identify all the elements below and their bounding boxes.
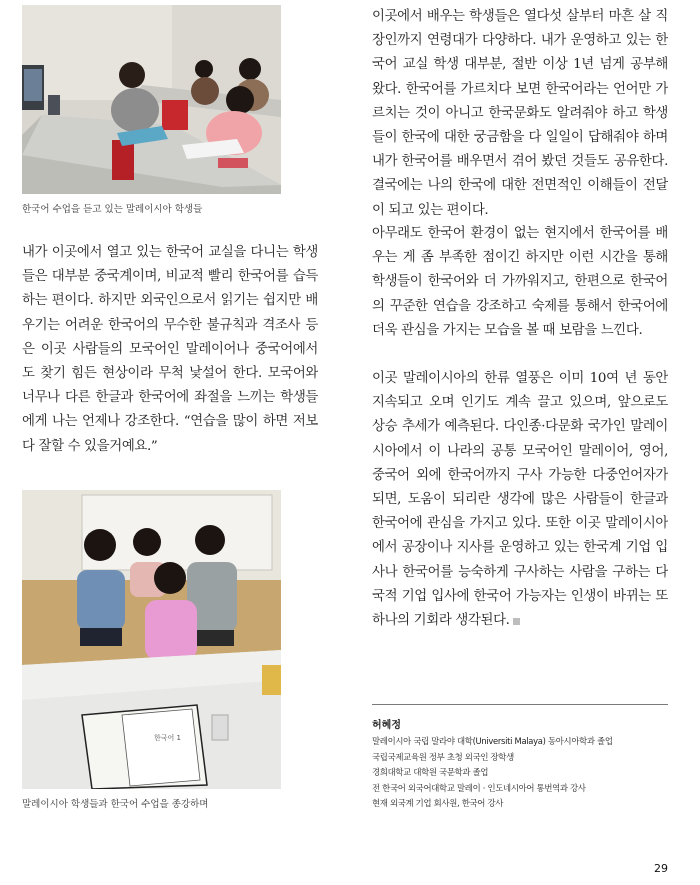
text-line: 시아에서 이 나라의 공통 모국어인 말레이어, 영어, bbox=[372, 443, 668, 459]
text-line: 장인까지 연령대가 다양하다. 내가 운영하고 있는 한 bbox=[372, 33, 668, 49]
text-line: 의 꾸준한 연습을 강조하고 숙제를 통해서 한국어에 bbox=[372, 298, 668, 314]
right-paragraph-2 bbox=[372, 222, 668, 343]
text-line: 국어 교실 학생 대부분, 절반 이상 1년 넘게 공부해 bbox=[372, 57, 668, 73]
end-mark-icon bbox=[513, 618, 520, 625]
right-paragraph-1 bbox=[372, 5, 668, 223]
book-cover-text: 한국어 1 bbox=[154, 734, 181, 742]
text-line: 내가 한국어를 배우면서 겪어 봤던 것들도 공유한다. bbox=[372, 154, 668, 170]
bio-item: 전 한국어 외국어대학교 말레이 · 인도네시아어 통번역과 강사 bbox=[372, 782, 586, 793]
bio-item: 국립국제교육원 정부 초청 외국인 장학생 bbox=[372, 751, 514, 762]
bio-divider bbox=[372, 704, 668, 705]
text-line: 르치는 것이 아니고 한국문화도 알려줘야 하고 학생 bbox=[372, 105, 668, 121]
text-line: 이곳에서 배우는 학생들은 열다섯 살부터 마흔 살 직 bbox=[372, 9, 668, 24]
text-line: 다 잘할 수 있을거예요.” bbox=[22, 438, 158, 454]
text-line: 도 찾기 힘든 현상이라 무척 낯설어 한다. 모국어와 bbox=[22, 365, 318, 381]
text-line: 결국에는 나의 한국에 대한 전면적인 이해들이 전달 bbox=[372, 178, 668, 194]
author-name: 허혜정 bbox=[372, 720, 401, 731]
right-paragraph-3 bbox=[372, 367, 668, 633]
text-line: 왔다. 한국어를 가르치다 보면 한국어라는 언어만 가 bbox=[372, 81, 668, 97]
author-bio bbox=[372, 734, 613, 812]
classroom-photo bbox=[22, 5, 281, 194]
text-line: 우는 게 좀 부족한 점이긴 하지만 이런 시간을 통해 bbox=[372, 250, 668, 266]
text-line: 지속되고 오며 인기도 계속 끌고 있으며, 앞으로도 bbox=[372, 395, 668, 411]
page-number: 29 bbox=[654, 862, 668, 875]
photo-caption-1: 한국어 수업을 듣고 있는 말레이시아 학생들 bbox=[22, 204, 203, 215]
text-line: 더욱 관심을 가지는 모습을 볼 때 보람을 느낀다. bbox=[372, 322, 643, 338]
bio-item: 경희대학교 대학원 국문학과 졸업 bbox=[372, 767, 489, 777]
text-line: 국적 기업 입사에 한국어 가능자는 인생이 바뀌는 또 bbox=[372, 588, 668, 604]
text-line: 이곳 말레이시아의 한류 열풍은 이미 10여 년 동안 bbox=[372, 371, 668, 386]
text-line: 되면, 도움이 되리란 생각에 많은 사람들이 한글과 bbox=[372, 491, 668, 507]
bio-item: 말레이시아 국립 말라야 대학(Universiti Malaya) 동아시아학과 졸업 bbox=[372, 736, 613, 746]
text-line: 학생들이 한국어와 더 가까워지고, 한편으로 한국어 bbox=[372, 274, 668, 290]
text-line: 우기는 어려운 한국어의 무수한 불규칙과 격조사 등 bbox=[22, 317, 318, 333]
text-line: 이 되고 있는 편이다. bbox=[372, 202, 489, 218]
text-line: 아무래도 한국어 환경이 없는 현지에서 한국어를 배 bbox=[372, 226, 668, 241]
text-line: 들이 한국에 대한 궁금함을 다 일일이 답해줘야 하며 bbox=[372, 129, 668, 145]
text-line: 하는 편이다. 하지만 외국인으로서 읽기는 쉽지만 배 bbox=[22, 293, 318, 309]
text-line: 너무나 다른 한글과 한국어에 좌절을 느끼는 학생들 bbox=[22, 390, 318, 406]
group-photo bbox=[22, 490, 281, 789]
text-line: 내가 이곳에서 열고 있는 한국어 교실을 다니는 학생 bbox=[22, 245, 318, 260]
text-line: 한국어에 관심을 가지고 있다. 또한 이곳 말레이시아 bbox=[372, 516, 668, 532]
left-paragraph bbox=[22, 241, 318, 459]
text-line: 사나 한국어를 능숙하게 구사하는 사람을 구하는 다 bbox=[372, 564, 668, 580]
text-line: 중국어 외에 한국어까지 구사 가능한 다중언어자가 bbox=[372, 467, 668, 483]
text-line: 은 이곳 사람들의 모국어인 말레이어나 중국어에서 bbox=[22, 341, 318, 357]
text-line: 에서 공장이나 지사를 운영하고 있는 한국계 기업 입 bbox=[372, 540, 668, 556]
text-line: 상승 추세가 예측된다. 다인종·다문화 국가인 말레이 bbox=[372, 419, 668, 435]
text-line: 들은 대부분 중국계이며, 비교적 빨리 한국어를 습득 bbox=[22, 269, 318, 285]
photo-caption-2: 말레이시아 학생들과 한국어 수업을 종강하며 bbox=[22, 799, 209, 810]
text-line: 에게 나는 언제나 강조한다. “연습을 많이 하면 저보 bbox=[22, 414, 318, 430]
text-line-content: 하나의 기회라 생각된다. bbox=[372, 612, 510, 628]
bio-item: 현재 외국계 기업 회사원, 한국어 강사 bbox=[372, 798, 504, 808]
text-line bbox=[372, 609, 668, 633]
